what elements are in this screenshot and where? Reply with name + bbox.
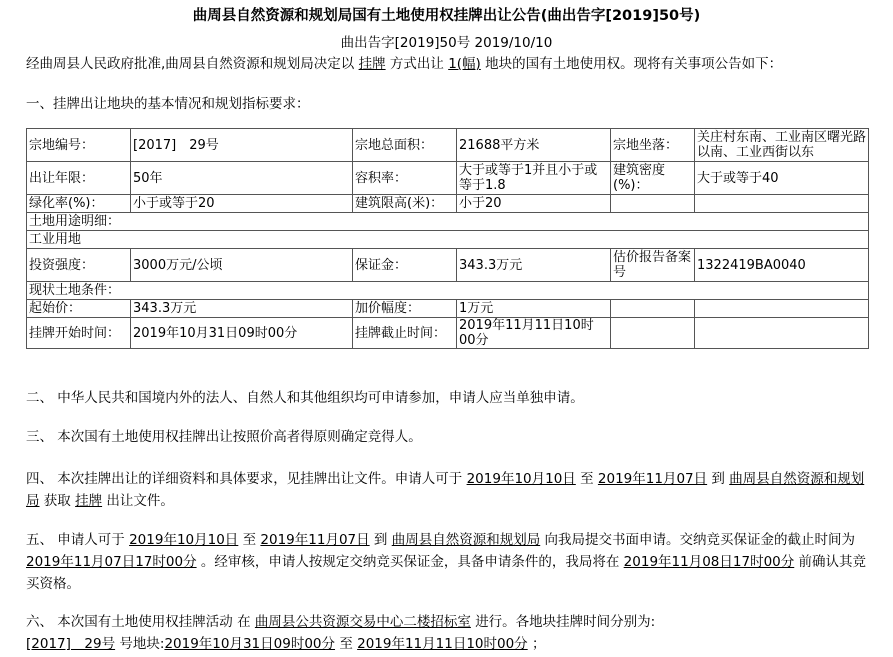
qualification-date-link[interactable]: 2019年11月08日17时00分 [623,554,795,570]
date-link[interactable]: 2019年11月11日10时00分 [357,636,528,652]
section-5-text: 至 [242,532,257,548]
date-link[interactable]: 2019年11月07日 [260,532,370,548]
date-link[interactable]: 2019年10月10日 [129,532,239,548]
org-link[interactable]: 曲周县自然资源和规划局 [391,532,541,548]
intro-pre: 经曲周县人民政府批准,曲周县自然资源和规划局决定以 [26,56,355,72]
start-price-label: 起始价： [27,300,131,318]
building-density-value: 大于或等于40 [695,162,869,195]
listing-end-label: 挂牌截止时间： [353,318,457,349]
section-6-text: 进行。各地块挂牌时间分别为: [475,614,656,630]
section-4-text: 到 [711,471,725,487]
investment-label: 投资强度： [27,249,131,282]
term-value: 50年 [131,162,353,195]
listing-start-label: 挂牌开始时间： [27,318,131,349]
section-6-text: ； [531,636,546,652]
section-6-text: 至 [339,636,353,652]
table-row [27,300,869,318]
empty-cell [695,195,869,213]
section-4-text: 获取 [43,493,71,509]
empty-cell [611,195,695,213]
term-label: 出让年限： [27,162,131,195]
parcel-link[interactable]: [2017] 29号 [26,636,116,652]
plot-ratio-label: 容积率： [353,162,457,195]
location-value: 关庄村东南、工业南区曙光路以南、工业西街以东 [695,129,869,162]
table-row [27,282,869,300]
land-condition-label: 现状土地条件： [27,282,869,300]
section-6-text: 号地块: [119,636,165,652]
green-rate-value: 小于或等于20 [131,195,353,213]
section-2: 二、 中华人民共和国境内外的法人、自然人和其他组织均可申请参加，申请人应当单独申请。 [26,390,584,406]
plot-ratio-value: 大于或等于1并且小于或等于1.8 [457,162,611,195]
venue-link[interactable]: 曲周县公共资源交易中心二楼招标室 [254,614,471,630]
method-link[interactable]: 挂牌 [75,493,103,509]
listing-start-value: 2019年10月31日09时00分 [131,318,353,349]
intro-mid: 方式出让 [389,56,444,72]
building-density-label: 建筑密度(%)： [611,162,695,195]
document-number-date: 曲出告字[2019]50号 2019/10/10 [340,35,553,51]
section-6 [26,611,871,655]
total-area-label: 宗地总面积： [353,129,457,162]
land-info-table [26,128,869,349]
land-use-detail-label: 土地用途明细： [27,213,869,231]
table-row [27,129,869,162]
org-link[interactable]: 曲周县自然资源和规划局 [26,471,865,509]
section-4 [26,468,871,512]
table-row [27,162,869,195]
empty-cell [695,318,869,349]
parcel-no-value: [2017] 29号 [131,129,353,162]
section-5-text: 。经审核，申请人按规定交纳竞买保证金，具备申请条件的，我局将在 [200,554,620,570]
empty-cell [695,300,869,318]
increment-label: 加价幅度： [353,300,457,318]
increment-value: 1万元 [457,300,611,318]
intro-count-link[interactable]: 1(幅) [448,56,481,72]
investment-value: 3000万元/公顷 [131,249,353,282]
section-4-text: 至 [580,471,594,487]
deposit-value: 343.3万元 [457,249,611,282]
section-4-text: 出让文件。 [106,493,174,509]
intro-method-link[interactable]: 挂牌 [358,56,386,72]
empty-cell [611,300,695,318]
page-title: 曲周县自然资源和规划局国有土地使用权挂牌出让公告(曲出告字[2019]50号) [192,8,701,24]
section-5 [26,529,871,595]
total-area-value: 21688平方米 [457,129,611,162]
start-price-value: 343.3万元 [131,300,353,318]
section-5-text: 到 [373,532,388,548]
section-5-text: 前确认其竞买资格。 [26,554,867,592]
intro-post: 地块的国有土地使用权。现将有关事项公告如下： [485,56,783,72]
table-row [27,249,869,282]
deposit-label: 保证金： [353,249,457,282]
table-row [27,318,869,349]
section-5-text: 向我局提交书面申请。交纳竞买保证金的截止时间为 [544,532,856,548]
section-3: 三、 本次国有土地使用权挂牌出让按照价高者得原则确定竞得人。 [26,429,422,445]
table-row [27,195,869,213]
empty-cell [611,318,695,349]
green-rate-label: 绿化率(%)： [27,195,131,213]
date-link[interactable]: 2019年11月07日 [597,471,708,487]
height-limit-label: 建筑限高(米)： [353,195,457,213]
section-4-text: 四、 本次挂牌出让的详细资料和具体要求，见挂牌出让文件。申请人可于 [26,471,463,487]
deposit-deadline-link[interactable]: 2019年11月07日17时00分 [26,554,197,570]
appraisal-no-label: 估价报告备案号 [611,249,695,282]
table-row [27,213,869,231]
appraisal-no-value: 1322419BA0040 [695,249,869,282]
intro-paragraph [26,52,782,72]
location-label: 宗地坐落： [611,129,695,162]
section-6-text: 六、 本次国有土地使用权挂牌活动 在 [26,614,251,630]
section-5-text: 五、 申请人可于 [26,532,125,548]
land-use-value: 工业用地 [27,231,869,249]
height-limit-value: 小于20 [457,195,611,213]
date-link[interactable]: 2019年10月31日09时00分 [164,636,336,652]
table-row [27,231,869,249]
parcel-no-label: 宗地编号： [27,129,131,162]
listing-end-value: 2019年11月11日10时00分 [457,318,611,349]
date-link[interactable]: 2019年10月10日 [466,471,576,487]
section-1-heading: 一、挂牌出让地块的基本情况和规划指标要求： [26,96,310,112]
